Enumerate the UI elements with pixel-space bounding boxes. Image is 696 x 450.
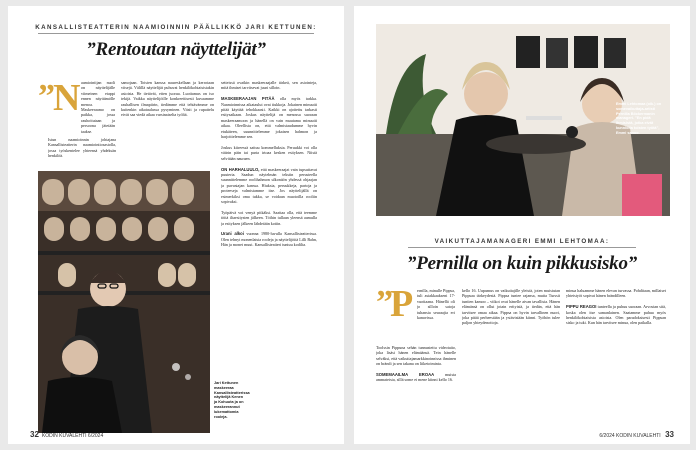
right-quote-mark: ” bbox=[376, 284, 393, 321]
left-col3-text-1: olla myös tarkka. Naamioinnissa aikataulut ovat tiukkoja. Jokainen minuutti pitää käyttää tehokkaasti. Kaikki on ajoitettu tarkasti esitysaikaan. bbox=[221, 96, 317, 118]
left-col3-text-2: että maskeeraajat vain tupsuttavat puuteria. Saadun näytelmän tekstin perusteella suunnittelemme roolihahmon ulkonäön yhdessä ohjaajan ja puvustajan kanssa. Hiuksia, peruukkeja, partoja ja proteeseja valmistamme itse. bbox=[221, 166, 317, 194]
right-col1-intro: ernilla, minulle Pippsa, tuli asiakkaakseni 17-vuotiaana. Hänellä oli jo silloin satoja tuhansia seuraajia eri kanavissa. bbox=[417, 288, 455, 321]
left-col2: samojaan. Toisten kanssa naureskellaan ja kerrotaan vitsejä. Välillä näyttelijät puhuvat henkilökohtaisistakin asioista. He tietävät, etten juorua. Luottamus on iso tekijä. Vaikka näyttelijöille konkreettisesti kuvaamme rauhallisen ilmapiirin, tiedämme että tehtävämme on kuitenkin aikataulussa pysyminen. Vitsit ja rupattelu eivät saa viedä aikaa varsinaiselta työltä. bbox=[121, 80, 214, 118]
left-title: ”Rentoutan näyttelijät” bbox=[86, 39, 266, 60]
left-col3-subhead-3: Urani alkoi bbox=[221, 231, 244, 237]
left-photo bbox=[38, 171, 210, 433]
right-col1-subhead: SOMEMAAILMA EROAA bbox=[376, 372, 435, 378]
right-photo-caption: Emmi Lehtomaa (oik.) on somevaikuttaja-artisti Pernilla Böckermanin manageri. ”En pidä ihmisistä, jotka eivät kunnioita toisten työtä”, Emmi sanoo. bbox=[616, 102, 662, 135]
wig-room-illustration bbox=[38, 171, 210, 433]
right-drop-cap: P bbox=[390, 283, 414, 325]
right-col3-intro: minua haluamme hänen elevan turvassa. Pohditaan, millaiset yhteistyöt sopivat hänen brändilleen. bbox=[566, 288, 666, 299]
right-col3-text: tunteella ja puhuu suoraan. Arvostan sitä, koska olen itse samanlainen. Saatamme puhua myös henkilökohtaisista asioista. Olen paradoksisesti Pippsan sisko ja tuki. Kun hän tarvitsee minua, olen paikalla. bbox=[566, 304, 666, 326]
left-col3-text-3: Työpäivä voi venyä pitkäksi. Saattaa olla, että teemme töitä iltaesitysten jälkeen. Töihin tullaan yleensä aamulla ja esityksen jälkeen lähdetään kotiin. bbox=[221, 209, 317, 226]
right-title: ”Pernilla on kuin pikkusisko” bbox=[406, 253, 638, 274]
left-col3-text-4: vuonna 1980-luvulla Kansallisteatterissa. Olen tehnyt monenlaisia rooleja ja näyttelijöitä Lilli Bahn, Hän ja monet muut. bbox=[221, 231, 317, 248]
left-quote-mark: ” bbox=[38, 78, 55, 115]
right-page-number: 33 bbox=[665, 430, 674, 439]
left-col1-intro: aamiointijan nuoli on näyttelijälle viimeinen etappi ennen näyttämölle menoa. Maskeeraamo on paikka, jossa rauhoitutaan ja persoona jätetään taakse. bbox=[81, 80, 115, 134]
left-drop-cap: N bbox=[53, 77, 81, 119]
left-page-number: 32 bbox=[30, 430, 39, 439]
right-folio bbox=[599, 430, 674, 439]
left-col3-text-5: Kansallisteatteri tuntuu kodilta. bbox=[254, 242, 307, 248]
right-col2: kello 16. Uupumus on vaikuttajille yleistä, joten muistutan Pippsaa tärkeydestä. Pippsa tuntee rajansa, mutta Turssit tuntien kamoo – viikot ovat hänelle aivan tavallisia. Hänen elämänsä on ollut jotain erityistä, ja tiedän, että hän tarvitsee omaa aikaa. Pippsa on hyvin tarvallinen nuori, joka pitää perheestään ja ystävistään kiinni. Työhön tulee paljon yhteydenottoja. bbox=[462, 288, 560, 326]
left-col3-subhead-1: MASKEERAAJAN PITÄÄ bbox=[221, 96, 275, 102]
left-kicker: KANSALLISTEATTERIN NAAMIOINNIN PÄÄLLIKKÖ JARI KETTUNEN: bbox=[35, 24, 317, 31]
left-photo-caption: Jari Kettunen maskeeraa Kansallisteatterissa näyttelijä Kenen ja Kohuuta ja on maskeerannut lukemattomia rooleja. bbox=[214, 381, 250, 419]
right-page bbox=[354, 6, 690, 444]
right-col1-rest bbox=[376, 345, 456, 435]
left-folio bbox=[30, 430, 103, 439]
right-col3-subhead: PIPPU REAGOI bbox=[566, 304, 597, 310]
right-col3 bbox=[566, 288, 666, 436]
right-col1-text-2: muista ammateista, sillä some ei mene kiinni kello 16. bbox=[376, 372, 456, 383]
right-kicker: VAIKUTTAJAMANAGERI EMMI LEHTOMAA: bbox=[434, 238, 610, 245]
left-col3-intro: setteissä ovatkin maskeeraajalle tärkeä, sen asiointeja, mitä ihmiset tarvitsevat juuri silloin. bbox=[221, 80, 317, 91]
left-kicker-rule bbox=[38, 33, 314, 34]
left-folio-text: KODIN KUVALEHTI 6/2024 bbox=[41, 433, 104, 439]
left-col3-subhead-2: ON HARHALUULO, bbox=[221, 166, 260, 172]
right-folio-text: 6/2024 KODIN KUVALEHTI bbox=[599, 433, 661, 439]
left-col3: setteissä ovatkin maskeeraajalle tärkeä, sen asiointeja, mitä ihmiset tarvitsevat juuri silloin. MASKEERAAJAN PITÄÄ olla myös tarkka. Naamioinnissa aikataulut ovat tiukkoja. Jokainen minuutti pitää käyttää tehokkaasti. Kaikki on ajoitettu tarkasti esitysaikaan. Joskus näyttelijä on menossa suoraan maskeeraamoon ja hänellä on vain muutama minuutti aikaa. Oleellista on, että valmistaudumme hyvin etukäteen, suunnittelemme jokaisen hahmon ja harjoittelemme sen. Joskus kiireessä sattuu kommelluksia. Peruukki voi olla väärin päin tai parta irtoaa kesken esityksen. Niistä selvitään nauraen. ON HARHALUULO, että maskeeraajat vain tupsuttavat puuteria. Saadun näytelmän tekstin perusteella suunnittelemme roolihahmon ulkonäön yhdessä ohjaajan ja puvustajan kanssa. Hiuksia, peruukkeja, partoja ja proteeseja valmistamme itse. Jos näyttelijällä on esimerkiksi oma tukka, se voidaan muotoilla rooliin sopivaksi. Työpäivä voi venyä pitkäksi. Saattaa olla, että teemme töitä iltaesitysten jälkeen. Töihin tullaan yleensä aamulla ja esityksen jälkeen lähdetään kotiin. Urani alkoi vuonna 1980-luvulla Kansallisteatterissa. Olen tehnyt monenlaisia rooleja ja näyttelijöitä Lilli Bahn, Hän ja monet muut. Kansallisteatteri tuntuu kodilta. bbox=[221, 80, 317, 248]
left-col1-rest: Istun naamioinnin johtajana Kansallisteatterin naamiointiosastolla, jossa työskentelee yhteensä yhdeksän henkilöä. bbox=[48, 137, 116, 159]
right-kicker-rule bbox=[408, 247, 636, 248]
left-page bbox=[8, 6, 344, 444]
right-col1-text: Toolssin Pippuna sehän tunnustettu videotaito, joka lisäsi hänen elämäänsä. Tein hänelle selväksi, että vaikuttajamarkkinoinnissa ihminen on brändi ja sen takana on liiketoiminta. bbox=[376, 345, 456, 367]
